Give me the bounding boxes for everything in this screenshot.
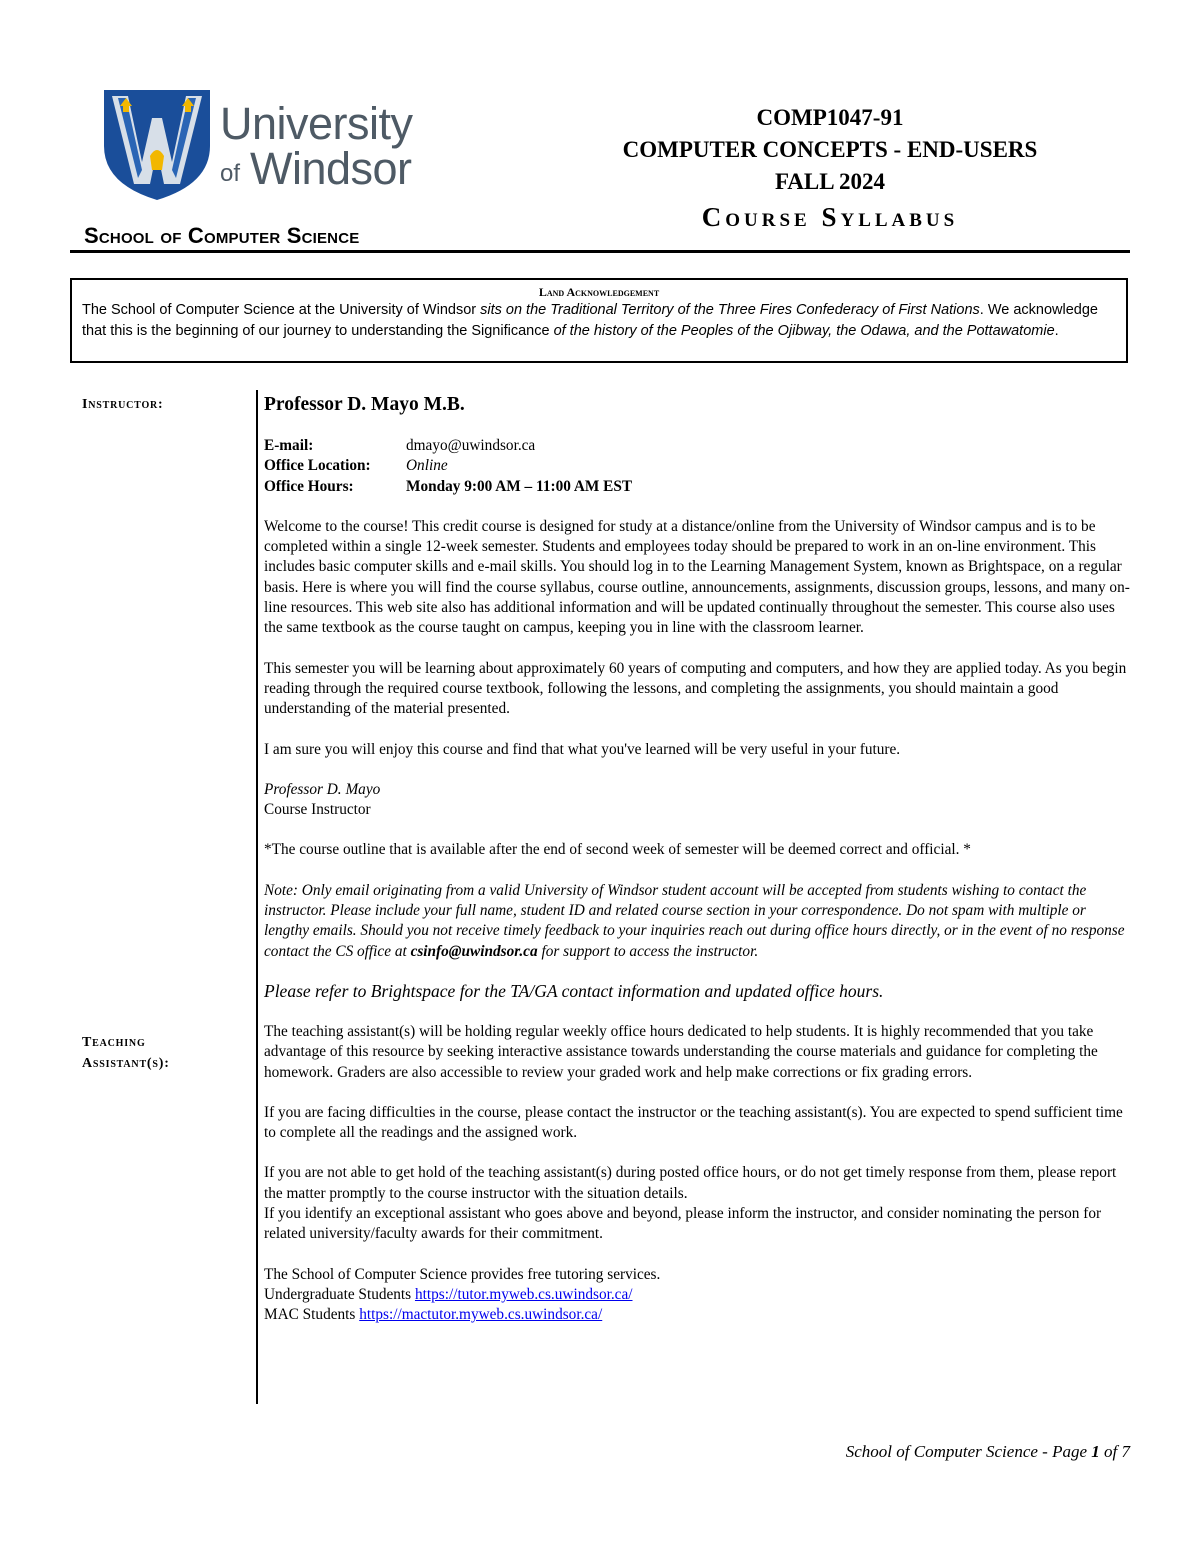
ta-label: [82, 1032, 170, 1074]
signature-name: Professor D. Mayo: [264, 780, 381, 798]
ta-label-line2: Assistant(s):: [82, 1056, 170, 1071]
hours-row: [264, 477, 1134, 497]
signature-title: Course Instructor: [264, 801, 371, 819]
logo-wordmark-of: of: [220, 160, 241, 187]
ta-brightspace-note: Please refer to Brightspace for the TA/GA contact information and updated office hours.: [264, 980, 884, 1001]
ta-report-paragraph: If you are not able to get hold of the teaching assistant(s) during posted office hours, or do not get timely response from them, please report the matter promptly to the course instructor with the situation details.: [264, 1164, 1117, 1202]
instructor-name: Professor D. Mayo M.B.: [264, 394, 465, 415]
welcome-paragraph: Welcome to the course! This credit course is designed for study at a distance/online from the University of Windsor campus and is to be completed within a single 12-week semester. Students and employees today should be prepared to work in an on-line environment. This includes basic computer skills and e-mail skills. You should log in to the Learning Management System, known as Brightspace, on a regular basis. Here is where you will find the course syllabus, course outline, announcements, assignments, discussion groups, lessons, and many on-line resources. This web site also has additional information and will be updated continually throughout the semester. This course also uses the same textbook as the course taught on campus, keeping you in line with the classroom learner.: [264, 517, 1130, 637]
land-acknowledgement-title: Land Acknowledgement: [538, 285, 660, 299]
enjoy-paragraph: I am sure you will enjoy this course and find that what you've learned will be very useful in your future.: [264, 740, 901, 758]
main-content: [264, 392, 1134, 1326]
undergrad-tutor-link[interactable]: https://tutor.myweb.cs.uwindsor.ca/: [414, 1285, 633, 1303]
email-row: [264, 436, 1134, 456]
logo-wordmark-windsor: Windsor: [250, 143, 412, 194]
ta-difficulties-paragraph: If you are facing difficulties in the course, please contact the instructor or the teaching assistant(s). You are expected to spend sufficient time to complete all the readings and the assigned work.: [264, 1103, 1123, 1142]
header-divider: [70, 250, 1130, 253]
cs-office-email[interactable]: csinfo@uwindsor.ca: [410, 942, 538, 960]
note-text-a: Note: Only email originating from a valid University of Windsor student account will be accepted from students wishing to contact the instructor. Please include your full name, student ID and related course section in your correspondence. Do not spam with multiple or lengthy emails. Should you not receive timely feedback to your inquiries reach out during office hours directly, or in the event of no response contact the CS office at: [264, 881, 1125, 960]
email-label: E-mail:: [264, 437, 314, 454]
logo-wordmark-university: University: [220, 98, 413, 149]
course-term: FALL 2024: [774, 169, 886, 194]
hours-value: Monday 9:00 AM – 11:00 AM EST: [406, 477, 633, 495]
land-text-3: . We acknowledge that this is the beginning of our journey to understanding the Significance: [82, 302, 1098, 339]
land-text-2: sits on the Traditional Territory of the Three Fires Confederacy of First Nations: [480, 302, 980, 318]
note-text-b: for support to access the instructor.: [537, 942, 759, 960]
email-value[interactable]: dmayo@uwindsor.ca: [406, 437, 536, 454]
email-policy-note: [264, 881, 1134, 962]
page-footer: [846, 1442, 1130, 1462]
tutoring-intro: The School of Computer Science provides free tutoring services.: [264, 1265, 661, 1283]
course-title-block: [560, 102, 1100, 236]
office-row: [264, 456, 1134, 476]
shield-crest-icon: [98, 84, 216, 202]
footer-prefix: School of Computer Science - Page: [845, 1442, 1092, 1461]
document-type: Course Syllabus: [701, 202, 959, 232]
instructor-label: Instructor:: [82, 397, 164, 412]
ta-nominate-paragraph: If you identify an exceptional assistant who goes above and beyond, please inform the instructor, and consider nominating the person for related university/faculty awards for their commitment.: [264, 1205, 1102, 1243]
footer-page-number: 1: [1091, 1442, 1100, 1461]
land-text-4: of the history of the Peoples of the Ojibway, the Odawa, and the Pottawatomie: [553, 323, 1055, 339]
ta-label-line1: Teaching: [82, 1035, 146, 1050]
official-outline-note: *The course outline that is available after the end of second week of semester will be deemed correct and official. *: [264, 841, 971, 859]
office-label: Office Location:: [264, 457, 371, 475]
land-text-5: .: [1054, 323, 1059, 339]
footer-of: of: [1099, 1442, 1122, 1461]
footer-page-total: 7: [1121, 1442, 1130, 1461]
hours-label: Office Hours:: [264, 477, 354, 495]
land-acknowledgement-text: [82, 300, 1116, 342]
office-value: Online: [406, 457, 448, 475]
section-divider-vertical: [256, 390, 258, 1404]
land-text-1: The School of Computer Science at the University of Windsor: [82, 302, 481, 318]
semester-paragraph: This semester you will be learning about approximately 60 years of computing and computers, and how they are applied today. As you begin reading through the required course textbook, following the lessons, and completing the assignments, you should maintain a good understanding of the material presented.: [264, 659, 1127, 718]
course-name: COMPUTER CONCEPTS - END-USERS: [622, 137, 1038, 162]
mac-tutoring-row: [264, 1305, 1134, 1325]
course-code: COMP1047-91: [756, 105, 904, 130]
school-name: School of Computer Science: [84, 223, 360, 248]
land-acknowledgement-box: [70, 278, 1128, 363]
mac-tutor-link[interactable]: https://mactutor.myweb.cs.uwindsor.ca/: [359, 1306, 603, 1324]
undergrad-tutoring-row: [264, 1285, 1134, 1305]
ta-office-hours-paragraph: The teaching assistant(s) will be holding regular weekly office hours dedicated to help students. It is highly recommended that you take advantage of this resource by seeking interactive assistance towards understanding the course materials and guidance for completing the homework. Graders are also accessible to review your graded work and help make corrections or fix grading errors.: [264, 1022, 1098, 1081]
mac-label: MAC Students: [264, 1306, 360, 1324]
undergrad-label: Undergraduate Students: [264, 1285, 415, 1303]
